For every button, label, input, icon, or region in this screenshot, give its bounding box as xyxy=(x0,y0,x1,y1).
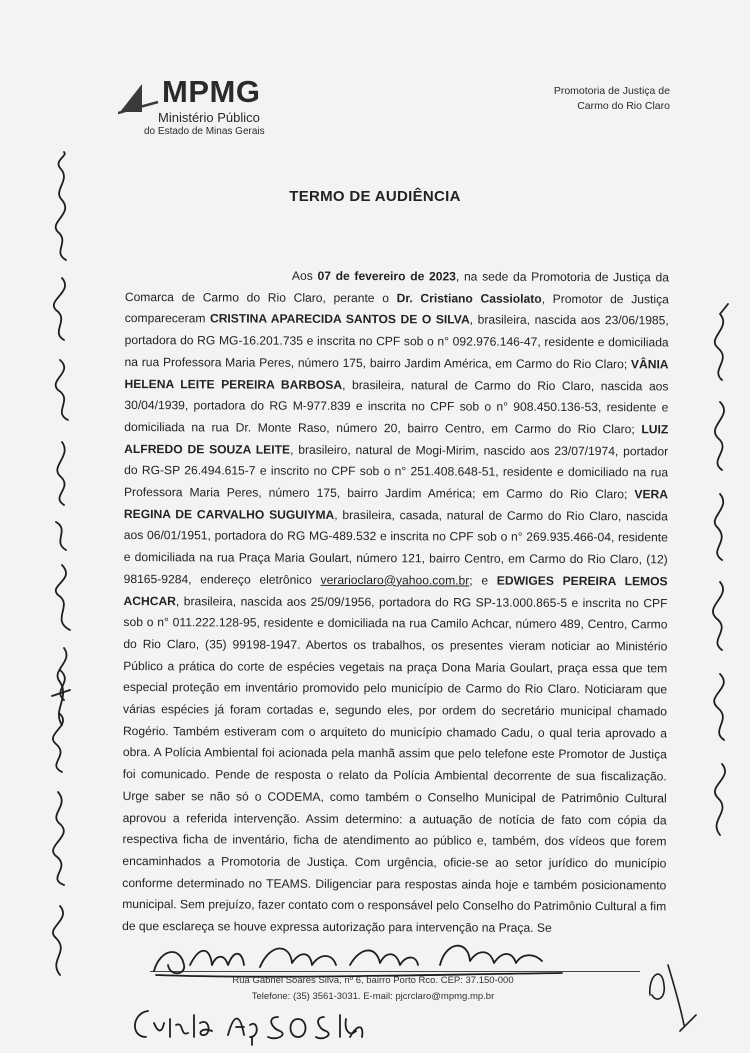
prosecutor-name: Dr. Cristiano Cassiolato xyxy=(396,290,542,306)
body-text-segment: , brasileira, nascida aos 23/06/1985, portadora do RG MG-16.201.735 e inscrita no CPF sob o n° 092.976.146-47, residente e domiciliada na rua Professora Maria Peres, número 175, bairro Jardim América, em Carmo do Rio Claro; xyxy=(124,312,669,372)
logo-abbreviation: MPMG xyxy=(162,74,261,109)
attendee-name: EDWIGES PEREIRA LEMOS ACHCAR xyxy=(123,573,668,608)
office-heading xyxy=(554,84,670,114)
footer-address: Rua Gabriel Soares Silva, nº 6, bairro Porto Rco. CEP: 37.150-000 xyxy=(232,975,514,986)
office-line-2: Carmo do Rio Claro xyxy=(577,100,670,112)
hearing-date: 07 de fevereiro de 2023 xyxy=(317,268,456,284)
signature-bottom-cristina xyxy=(128,1003,368,1048)
mpmg-logo xyxy=(118,74,308,140)
attendee-name: VERA REGINA DE CARVALHO SUGUIYMA xyxy=(123,487,669,522)
attendee-name: VÂNIA HELENA LEITE PEREIRA BARBOSA xyxy=(124,357,669,392)
body-text-segment: , Promotor de Justiça compareceram xyxy=(124,291,669,326)
body-text-segment: , brasileira, nascida aos 25/09/1956, portadora do RG SP-13.000.865-5 e inscrita no CPF sob o n° 011.222.128-95, residente e domiciliada na rua Camilo Achcar, número 489, Centro, Carmo do Rio Claro, (35) 99198-1947. Abertos os trabalhos, os presentes vieram noticiar ao Ministério Público a prática do corte de espécies vegetais na praça Dona Maria Goulart, praça essa que tem especial proteção em inventário promovido pelo município de Carmo do Rio Claro. Noticiaram que várias espécies já foram cortadas e, segundo eles, por ordem do secretário municipal chamado Rogério. Também estiveram com o arquiteto do município chamado Cadu, o qual teria aprovado a obra. A Polícia Ambiental foi acionada pela manhã assim que pelo telefone este Promotor de Justiça foi comunicado. Pende de resposta o relato da Polícia Ambiental decorrente de sua fiscalização. Urge saber se não só o CODEMA, como também o Conselho Municipal de Patrimônio Cultural aprovou a referida intervenção. Assim determino: a autuação de notícia de fato com cópia da respectiva ficha de inventário, ficha de atendimento ao público e, também, dos vídeos que forem encaminhados a Promotoria de Justiça. Com urgência, oficie-se ao setor jurídico do município conforme determinado no TEAMS. Diligenciar para respostas ainda hoje e também posicionamento municipal. Sem prejuízo, fazer contato com o responsável pelo Conselho do Patrimônio Cultural a fim de que esclareça se houve expressa autorização para intervenção na Praça. Se xyxy=(122,593,668,935)
footer-contact: Telefone: (35) 3561-3031. E-mail: pjcrclaro@mpmg.mp.br xyxy=(251,991,495,1002)
office-line-1: Promotoria de Justiça de xyxy=(553,85,670,97)
attendee-name: CRISTINA APARECIDA SANTOS DE O SILVA xyxy=(209,311,470,327)
body-text-segment: Aos xyxy=(291,268,318,283)
body-text-segment: , brasileiro, natural de Mogi-Mirim, nascido aos 23/07/1974, portador do RG-SP 26.494.615-7 e inscrito no CPF sob o n° 251.408.648-51, residente e domiciliado na rua Professora Maria Peres, número 175, bairro Jardim América; em Carmo do Rio Claro; xyxy=(123,442,669,502)
body-text-segment: , brasileira, casada, natural de Carmo do Rio Claro, nascida aos 06/01/1951, portadora do RG MG-489.532 e inscrita no CPF sob o n° 269.935.466-04, residente e domiciliada na rua Praça Maria Goulart, número 121, bairro Centro, em Carmo do Rio Claro, (12) 98165-9284, endereço eletrônico xyxy=(123,507,668,587)
document-body xyxy=(122,265,669,940)
signature-right-margin-vania xyxy=(692,300,747,840)
logo-state-name: do Estado de Minas Gerais xyxy=(144,126,265,137)
body-text-segment: , brasileira, natural de Carmo do Rio Claro, nascida aos 30/04/1939, portadora do RG M-977.839 e inscrita no CPF sob o n° 908.450.136-53, residente e domiciliada na rua Dr. Monte Raso, número 20, bairro Centro, em Carmo do Rio Claro; xyxy=(124,377,669,437)
body-text-segment: ; e xyxy=(469,573,497,588)
signature-left-margin-vera xyxy=(40,150,90,730)
document-title: TERMO DE AUDIÊNCIA xyxy=(289,188,461,205)
body-text-segment: , na sede da Promotoria de Justiça da Comarca de Carmo do Rio Claro, perante o xyxy=(124,269,669,305)
signature-left-margin-luiz xyxy=(30,660,90,980)
logo-institution-name: Ministério Público xyxy=(158,110,260,125)
email-link[interactable]: verarioclaro@yahoo.com.br xyxy=(320,572,470,588)
mark-bottom-right xyxy=(640,955,700,1035)
signature-bottom-edwiges xyxy=(150,935,570,985)
attendee-name: LUIZ ALFREDO DE SOUZA LEITE xyxy=(124,422,669,457)
body-paragraph xyxy=(122,265,669,940)
